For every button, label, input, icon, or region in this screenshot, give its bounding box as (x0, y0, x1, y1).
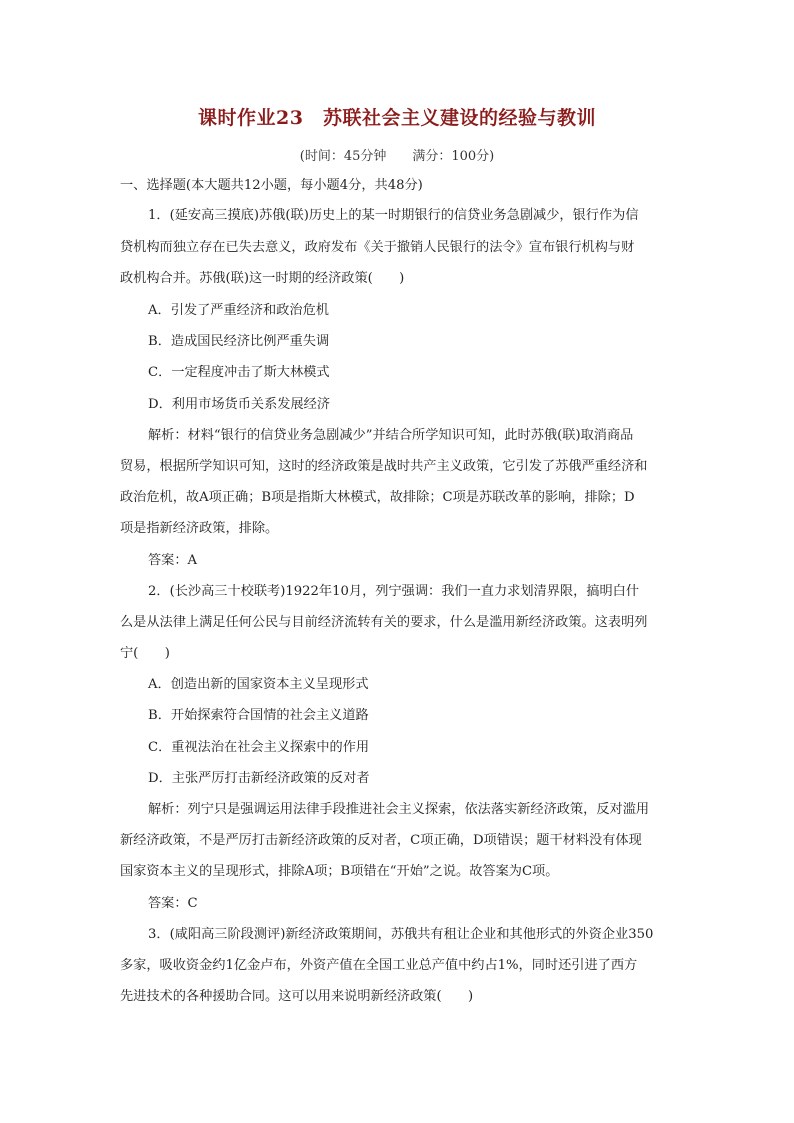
q2-analysis-line-1: 解析：列宁只是强调运用法律手段推进社会主义探索，依法落实新经济政策，反对滥用 (148, 802, 650, 817)
q1-stem-line-3: 政机构合并。苏俄(联)这一时期的经济政策( ) (120, 271, 405, 286)
q2-option-b: B．开始探索符合国情的社会主义道路 (148, 708, 369, 723)
q2-option-d: D．主张严厉打击新经济政策的反对者 (148, 771, 370, 786)
q1-analysis-line-2: 贸易，根据所学知识可知，这时的经济政策是战时共产主义政策，它引发了苏俄严重经济和 (120, 459, 648, 474)
q2-option-c: C．重视法治在社会主义探索中的作用 (148, 740, 370, 755)
q1-option-a: A．引发了严重经济和政治危机 (148, 303, 329, 318)
q1-analysis-line-3: 政治危机，故A项正确；B项是指斯大林模式，故排除；C项是苏联改革的影响，排除；D (120, 490, 635, 505)
q2-option-a: A．创造出新的国家资本主义呈现形式 (148, 677, 369, 692)
q2-analysis-line-3: 国家资本主义的呈现形式，排除A项；B项错在“开始”之说。故答案为C项。 (120, 864, 559, 879)
q1-option-b: B．造成国民经济比例严重失调 (148, 334, 330, 349)
q1-answer: 答案：A (148, 553, 198, 568)
section-heading: 一、选择题(本大题共12小题，每小题4分，共48分) (120, 178, 423, 193)
q2-stem-line-2: 么是从法律上满足任何公民与目前经济流转有关的要求，什么是滥用新经济政策。这表明列 (120, 615, 648, 630)
q3-stem-line-1: 3．(咸阳高三阶段测评)新经济政策期间，苏俄共有租让企业和其他形式的外资企业350 (148, 927, 654, 942)
q2-stem-line-1: 2．(长沙高三十校联考)1922年10月，列宁强调：我们一直力求划清界限，搞明白什 (148, 584, 640, 599)
q1-stem-line-1: 1．(延安高三摸底)苏俄(联)历史上的某一时期银行的信贷业务急剧减少，银行作为信 (148, 208, 639, 223)
q1-option-d: D．利用市场货币关系发展经济 (148, 397, 331, 412)
q1-stem-line-2: 贷机构而独立存在已失去意义，政府发布《关于撤销人民银行的法令》宣布银行机构与财 (120, 240, 635, 255)
q1-analysis-line-1: 解析：材料“银行的信贷业务急剧减少”并结合所学知识可知，此时苏俄(联)取消商品 (148, 428, 634, 443)
q1-option-c: C．一定程度冲击了斯大林模式 (148, 365, 330, 380)
page-title: 课时作业23 苏联社会主义建设的经验与教训 (198, 107, 596, 129)
q2-stem-line-3: 宁( ) (120, 646, 170, 661)
time-score-info: (时间：45分钟 满分：100分) (299, 149, 495, 164)
q1-analysis-line-4: 项是指新经济政策，排除。 (120, 521, 279, 536)
q3-stem-line-3: 先进技术的各种援助合同。这可以用来说明新经济政策( ) (120, 989, 474, 1004)
q2-analysis-line-2: 新经济政策，不是严厉打击新经济政策的反对者，C项正确，D项错误；题干材料没有体现 (120, 833, 642, 848)
q2-answer: 答案：C (148, 896, 198, 911)
q3-stem-line-2: 多家，吸收资金约1亿金卢布，外资产值在全国工业总产值中约占1%，同时还引进了西方 (120, 958, 638, 973)
